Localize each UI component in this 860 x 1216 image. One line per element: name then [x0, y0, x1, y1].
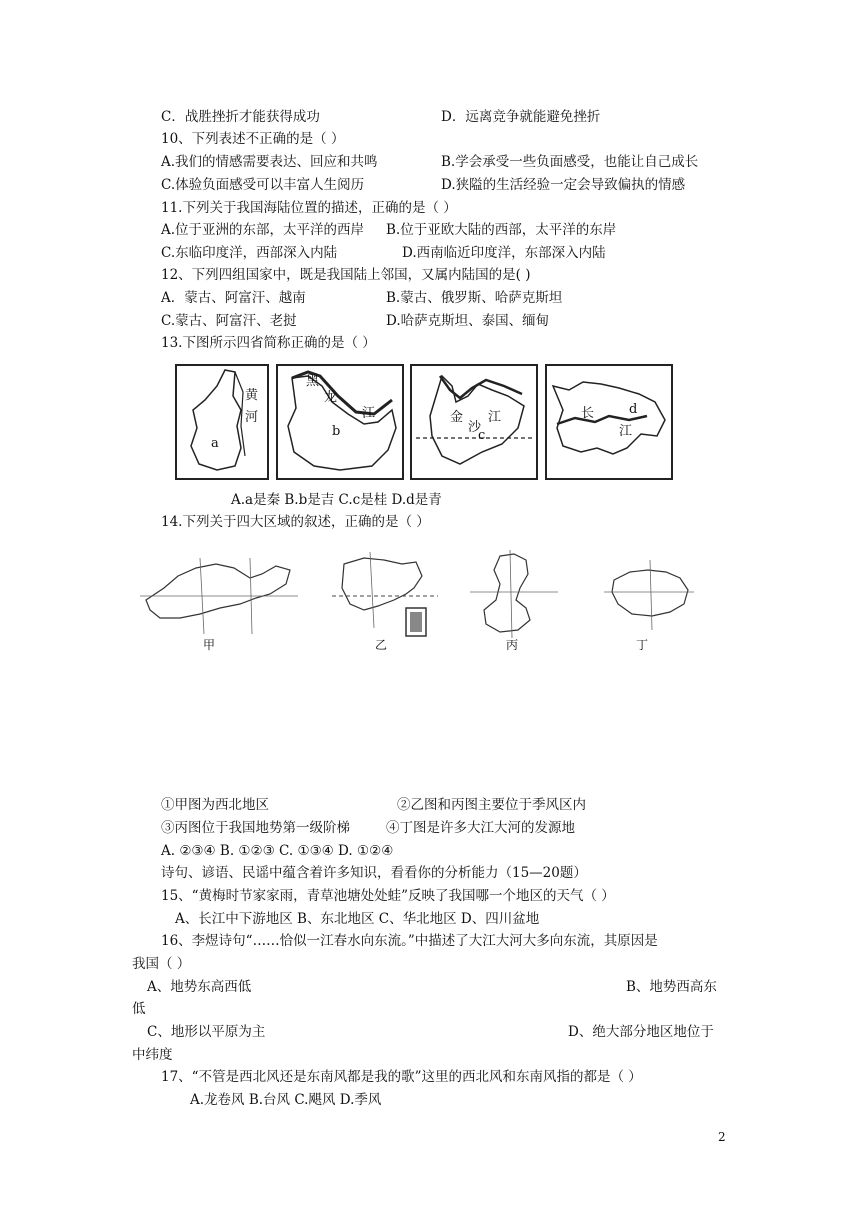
label-yi: 乙: [375, 638, 388, 652]
q13-options: A.a是秦 B.b是吉 C.c是桂 D.d是青: [231, 492, 442, 508]
q16-option-d-cont: 中纬度: [132, 1047, 173, 1063]
q12-option-c: C.蒙古、阿富汗、老挝: [161, 313, 297, 329]
q16-option-c: C、地形以平原为主: [147, 1024, 266, 1040]
q16-option-d: D、绝大部分地区地位于: [568, 1024, 714, 1040]
region-map-yi: [330, 548, 440, 640]
province-map-c: 金 沙 江 c: [410, 364, 538, 480]
label-ding: 丁: [636, 638, 649, 652]
q16-option-b-cont: 低: [132, 1001, 146, 1017]
question-12: 12、下列四组国家中，既是我国陆上邻国，又属内陆国的是( ): [161, 267, 531, 283]
q10-option-b: B.学会承受一些负面感受，也能让自己成长: [441, 154, 699, 170]
region-map-ding: [604, 556, 696, 636]
q14-statement-4: ④丁图是许多大江大河的发源地: [386, 820, 575, 836]
question-16-line-2: 我国（ ）: [132, 956, 191, 972]
page-number: 2: [718, 1130, 726, 1144]
question-14: 14.下列关于四大区域的叙述，正确的是（ ）: [161, 514, 430, 530]
province-map-a: 黄 河 a: [175, 364, 269, 480]
option-c: C．战胜挫折才能获得成功: [161, 109, 320, 125]
q16-option-a: A、地势东高西低: [147, 979, 252, 995]
q10-option-c: C.体验负面感受可以丰富人生阅历: [161, 177, 365, 193]
q14-statement-3: ③丙图位于我国地势第一级阶梯: [161, 820, 350, 836]
region-map-jia: [140, 548, 300, 638]
q14-options: A. ②③④ B. ①②③ C. ①③④ D. ①②④: [161, 843, 394, 859]
q16-option-b: B、地势西高东: [626, 979, 717, 995]
q11-option-d: D.西南临近印度洋，东部深入内陆: [402, 245, 606, 261]
q17-options: A.龙卷风 B.台风 C.飓风 D.季风: [190, 1092, 382, 1108]
q15-options: A、长江中下游地区 B、东北地区 C、华北地区 D、四川盆地: [175, 911, 540, 927]
option-d: D．远离竞争就能避免挫折: [441, 109, 601, 125]
q12-option-a: A．蒙古、阿富汗、越南: [161, 290, 306, 306]
q12-option-b: B.蒙古、俄罗斯、哈萨克斯坦: [386, 290, 563, 306]
label-bing: 丙: [506, 638, 519, 652]
question-13: 13.下图所示四省简称正确的是（ ）: [161, 335, 376, 351]
question-15: 15、“黄梅时节家家雨，青草池塘处处蛙”反映了我国哪一个地区的天气（ ）: [161, 888, 615, 904]
section-intro: 诗句、谚语、民谣中蕴含着许多知识，看看你的分析能力（15—20题）: [161, 865, 587, 881]
q11-option-b: B.位于亚欧大陆的西部，太平洋的东岸: [386, 222, 617, 238]
q11-option-a: A.位于亚洲的东部，太平洋的西岸: [161, 222, 365, 238]
q12-option-d: D.哈萨克斯坦、泰国、缅甸: [386, 313, 550, 329]
question-17: 17、“不管是西北风还是东南风都是我的歌”这里的西北风和东南风指的都是（ ）: [161, 1069, 642, 1085]
label-jia: 甲: [203, 638, 216, 652]
q10-option-a: A.我们的情感需要表达、回应和共鸣: [161, 154, 378, 170]
q14-statement-1: ①甲图为西北地区: [161, 797, 269, 813]
q10-option-d: D.狭隘的生活经验一定会导致偏执的情感: [441, 177, 686, 193]
province-map-d: 长 d 江: [545, 364, 673, 480]
question-11: 11.下列关于我国海陆位置的描述，正确的是（ ）: [161, 200, 457, 216]
q14-statement-2: ②乙图和丙图主要位于季风区内: [397, 797, 586, 813]
region-map-bing: [470, 548, 560, 640]
question-10: 10、下列表述不正确的是（ ）: [161, 131, 345, 147]
q11-option-c: C.东临印度洋，西部深入内陆: [161, 245, 338, 261]
question-16-line-1: 16、李煜诗句“……恰似一江春水向东流。”中描述了大江大河大多向东流，其原因是: [161, 933, 658, 949]
province-map-b: 黑 龙 江 b: [276, 364, 404, 480]
